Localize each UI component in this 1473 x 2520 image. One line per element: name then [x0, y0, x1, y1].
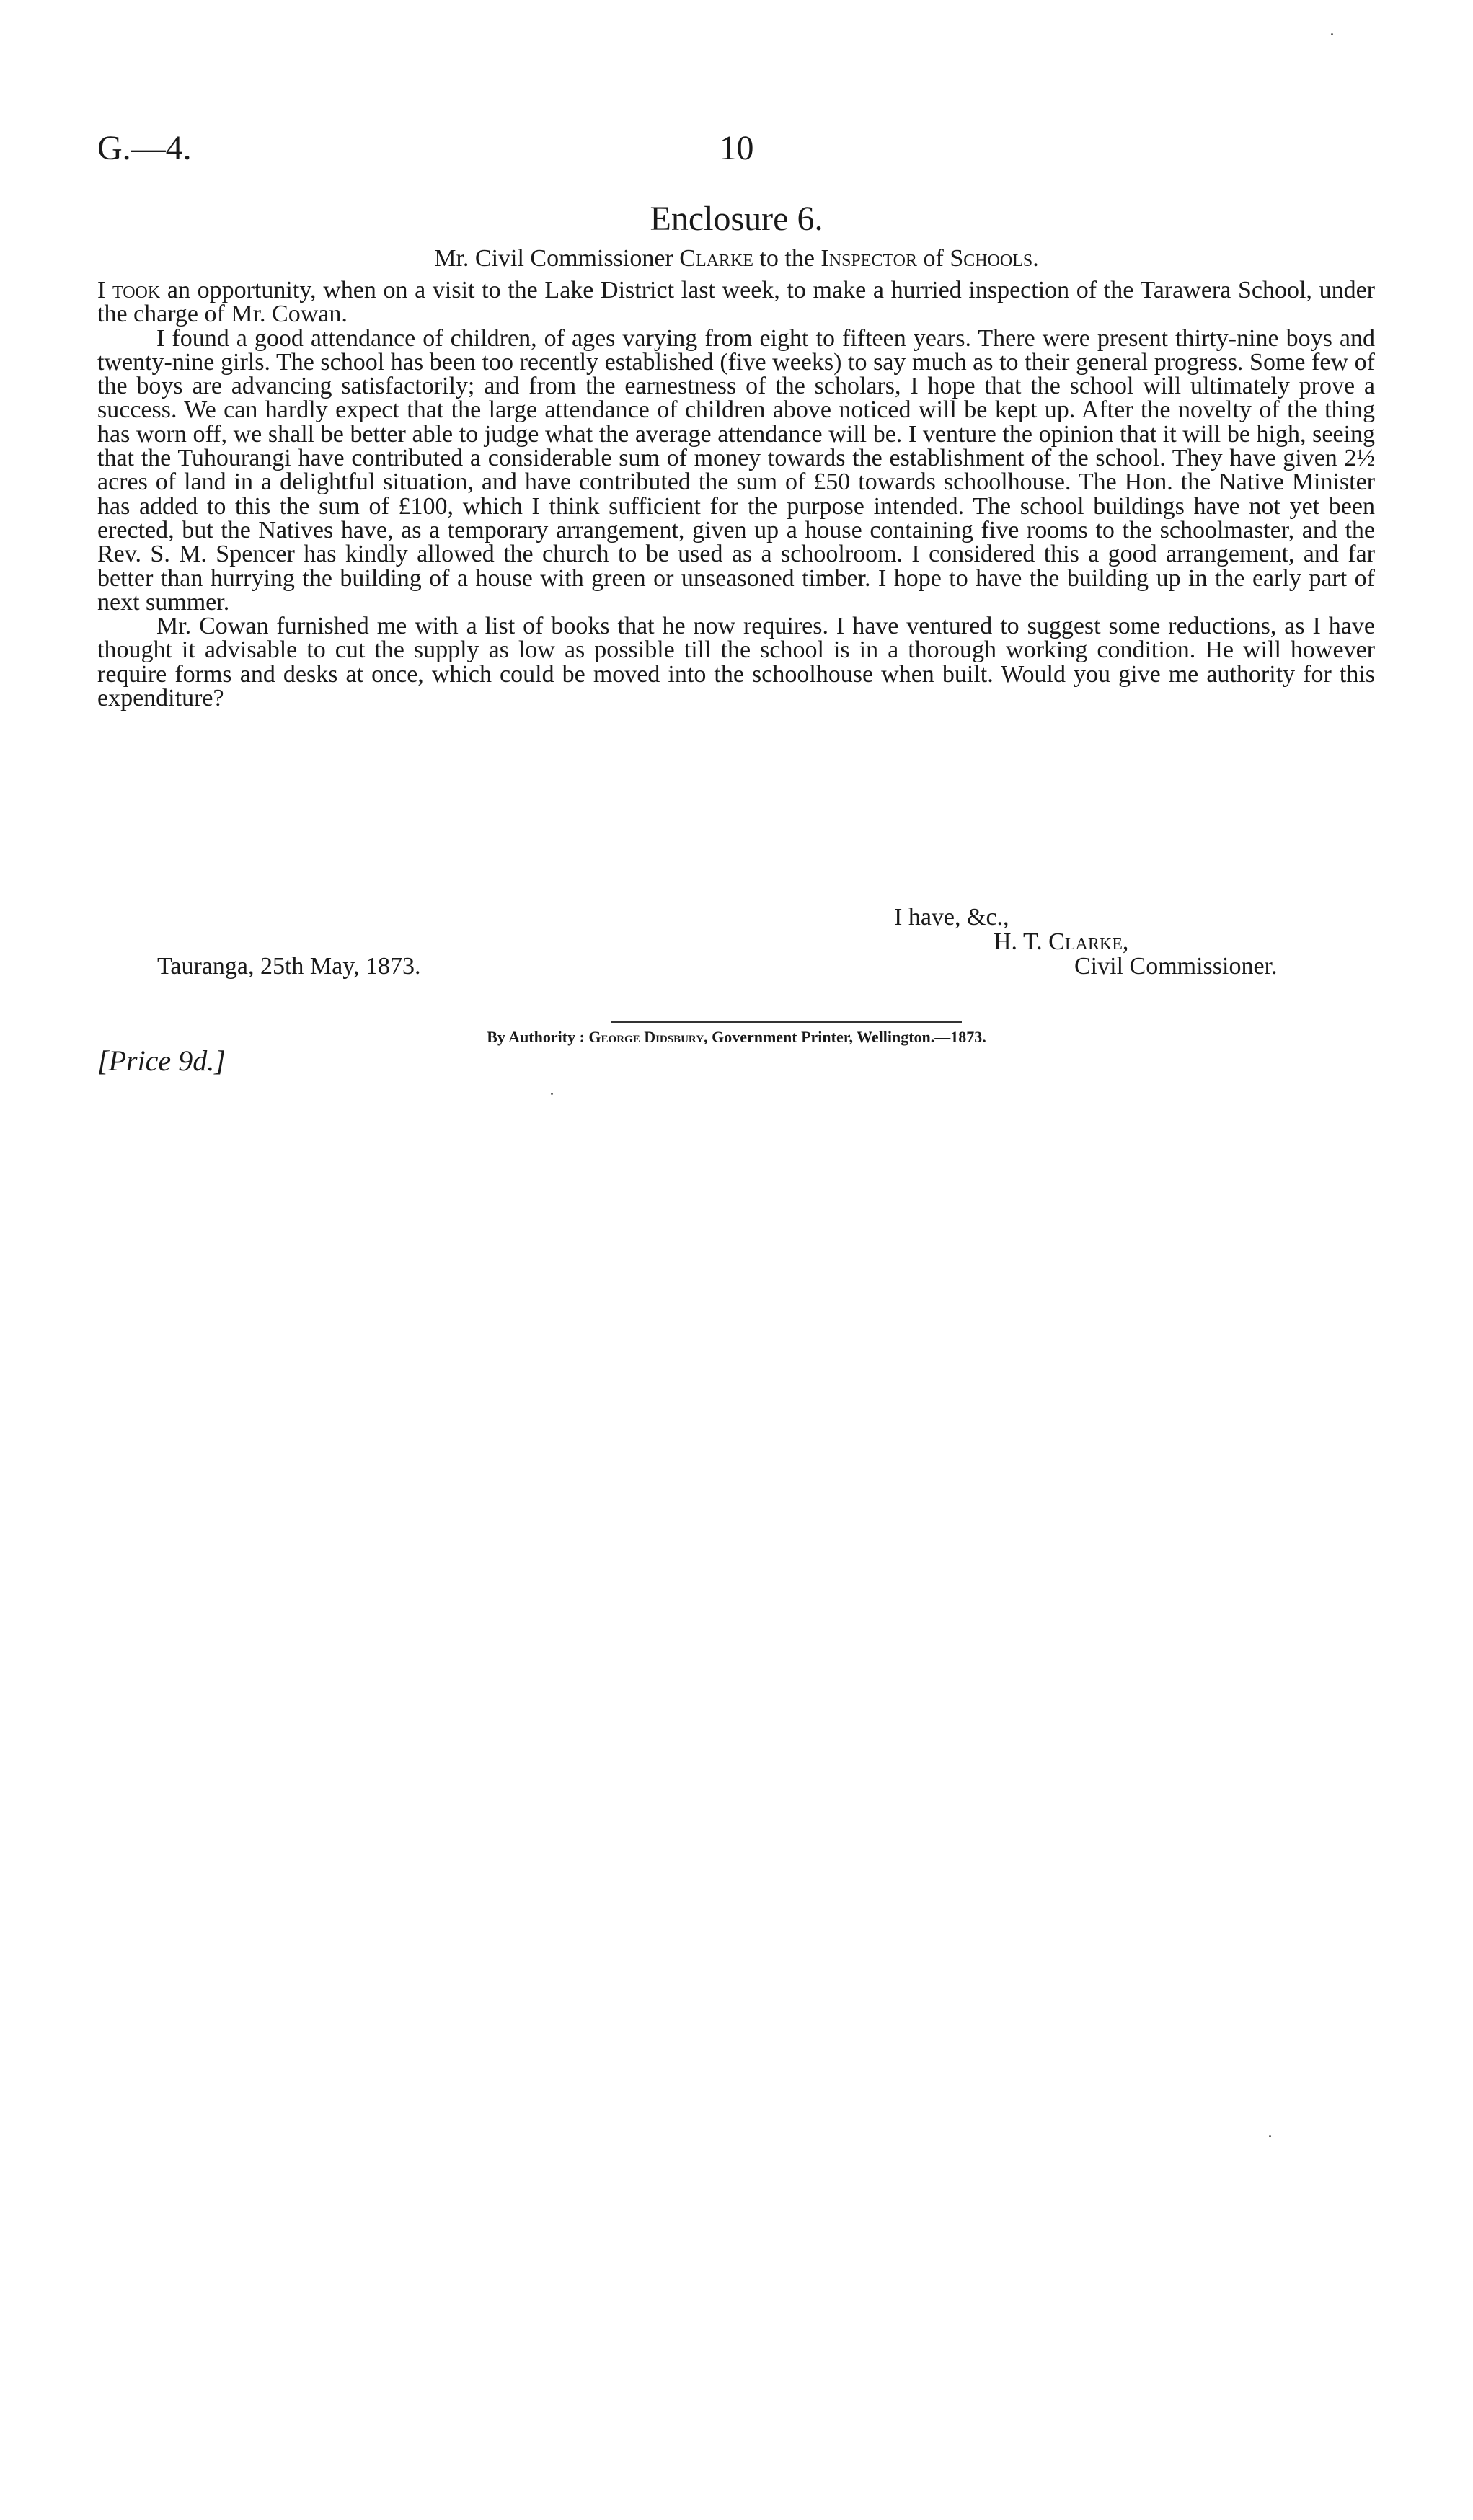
opening-word: I took	[97, 277, 161, 303]
addressee-recipient: Inspector	[820, 245, 918, 272]
imprint-suffix: , Government Printer, Wellington.—1873.	[704, 1028, 986, 1046]
page-reference: G.—4.	[97, 129, 192, 167]
paragraph-2-text-a: I found a good attendance of children, of ages varying from eight to fifteen years. There were present thirty-nine boys and twenty-nine girls. The school has been too recently established (five weeks) to say much as to their general progress. Some few of the boys are advancing satisfactorily; and from the earnestness of the scholars, I hope that the school will ultimately prove a success. We can hardly expect that the large attendance of children above noticed will be kept up. After the novelty of the thing has worn off, we shall be better able to judge what the average attendance will be. I venture the opinion that it will be high, seeing that the Tuhourangi have contributed a considerable sum of money towards the establishment of the school. They have given 2	[97, 324, 1375, 472]
letter-body	[97, 278, 1375, 710]
scan-speck	[1269, 2135, 1271, 2137]
addressee-dept: Schools	[950, 245, 1033, 272]
signature-place-date: Tauranga, 25th May, 1873.	[157, 953, 421, 980]
enclosure-title: Enclosure 6.	[650, 200, 823, 238]
imprint-printer: George Didsbury	[588, 1028, 704, 1046]
scan-speck	[551, 1093, 553, 1095]
fraction: ½	[1356, 445, 1375, 472]
addressee-of: of	[917, 245, 950, 272]
signature-title: Civil Commissioner.	[1074, 953, 1278, 980]
scan-speck	[1331, 33, 1333, 35]
price-label: [Price 9d.]	[97, 1044, 226, 1077]
addressee-prefix: Mr. Civil Commissioner	[434, 245, 680, 272]
letter-paragraph-3: Mr. Cowan furnished me with a list of books that he now requires. I have ventured to suggest some reductions, as I have thought it advisable to cut the supply as low as possible till the school is in a thorough working condition. He will however require forms and desks at once, which could be moved into the schoolhouse when built. Would you give me authority for this expenditure?	[97, 613, 1375, 712]
signature-name: H. T. Clarke,	[994, 928, 1129, 955]
addressee-middle: to the	[753, 245, 821, 272]
letter-paragraph-1	[97, 278, 1375, 327]
imprint-rule	[611, 1021, 962, 1023]
paragraph-1-text: an opportunity, when on a visit to the Lake District last week, to make a hurried inspection of the Tarawera School, under the charge of Mr. Cowan.	[97, 277, 1375, 328]
enclosure-addressee	[0, 245, 1473, 272]
letter-paragraph-2	[97, 324, 1375, 616]
page-number: 10	[719, 129, 754, 167]
paragraph-2-text-b: acres of land in a delightful situation, and have contributed the sum of £50 towards schoolhouse. The Hon. the Native Minister has added to this the sum of £100, which I think sufficient for the purpose intended. The school buildings have not yet been erected, but the Natives have, as a temporary arrangement, given up a house containing five rooms to the schoolmaster, and the Rev. S. M. Spencer has kindly allowed the church to be used as a schoolroom. I considered this a good arrangement, and far better than hurrying the building of a house with green or unseasoned timber. I hope to have the building up in the early part of next summer.	[97, 469, 1375, 616]
addressee-sender: Clarke	[679, 245, 753, 272]
imprint-prefix: By Authority :	[487, 1028, 585, 1046]
addressee-end: .	[1032, 245, 1039, 272]
signature-closing: I have, &c.,	[894, 904, 1009, 931]
